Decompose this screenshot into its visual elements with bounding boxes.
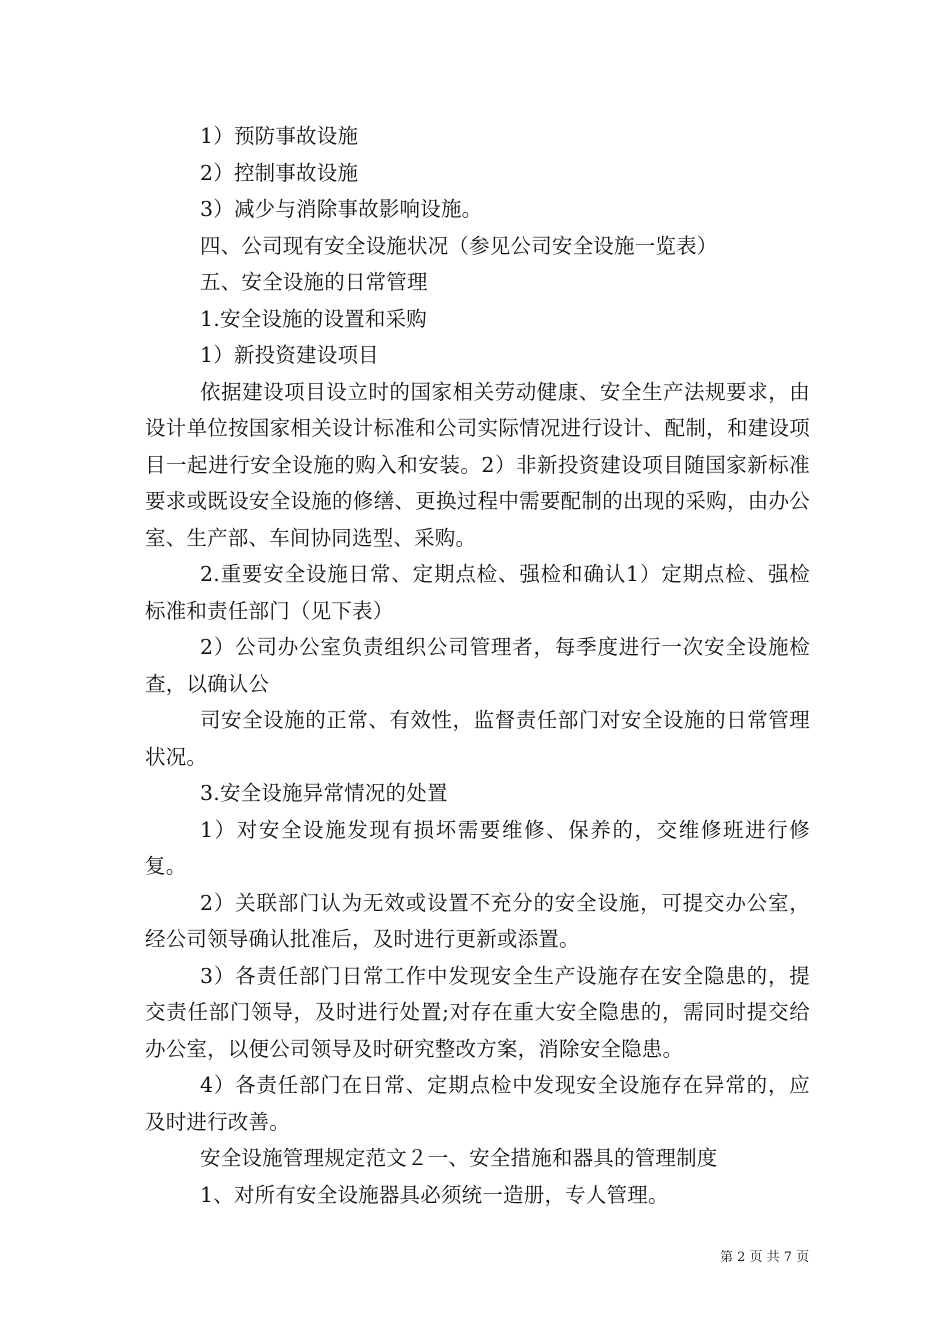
- section-heading: 安全设施管理规定范文２一、安全措施和器具的管理制度: [200, 1146, 718, 1170]
- paragraph: 依据建设项目设立时的国家相关劳动健康、安全生产法规要求，由设计单位按国家相关设计标准和公司实际情况进行设计、配制，和建设项目一起进行安全设施的购入和安装。2）非新投资建设项目随国家新标准要求或既设安全设施的修缮、更换过程中需要配制的出现的采购，由办公室、生产部、车间协同选型、采购。: [145, 379, 810, 550]
- paragraph: 2）控制事故设施: [200, 160, 359, 185]
- paragraph: 2）公司办公室负责组织公司管理者，每季度进行一次安全设施检查，以确认公: [145, 635, 810, 696]
- subsection-heading: 3.安全设施异常情况的处置: [200, 781, 448, 805]
- paragraph: 3）各责任部门日常工作中发现安全生产设施存在安全隐患的，提交责任部门领导，及时进行处置;对存在重大安全隐患的，需同时提交给办公室，以便公司领导及时研究整改方案，消除安全隐患。: [145, 963, 810, 1061]
- section-heading: 五、安全设施的日常管理: [200, 270, 428, 294]
- paragraph: 1）预防事故设施: [200, 124, 359, 148]
- paragraph: 司安全设施的正常、有效性，监督责任部门对安全设施的日常管理状况。: [145, 708, 810, 769]
- paragraph: 4）各责任部门在日常、定期点检中发现安全设施存在异常的，应及时进行改善。: [145, 1073, 810, 1134]
- subsection-heading: 1.安全设施的设置和采购: [200, 306, 427, 331]
- page-number: 第 2 页 共 7 页: [720, 1250, 810, 1265]
- document-body: [145, 118, 810, 1213]
- section-heading: 四、公司现有安全设施状况（参见公司安全设施一览表）: [200, 233, 718, 258]
- paragraph: 3）减少与消除事故影响设施。: [200, 197, 483, 221]
- paragraph: 2）关联部门认为无效或设置不充分的安全设施，可提交办公室，经公司领导确认批准后，及时进行更新或添置。: [145, 890, 810, 951]
- paragraph: 1）新投资建设项目: [200, 343, 379, 367]
- paragraph: 1）对安全设施发现有损坏需要维修、保养的，交维修班进行修复。: [145, 817, 810, 878]
- subsection-heading: 2.重要安全设施日常、定期点检、强检和确认1）定期点检、强检标准和责任部门（见下表）: [145, 562, 810, 623]
- paragraph: 1、对所有安全设施器具必须统一造册，专人管理。: [200, 1182, 669, 1207]
